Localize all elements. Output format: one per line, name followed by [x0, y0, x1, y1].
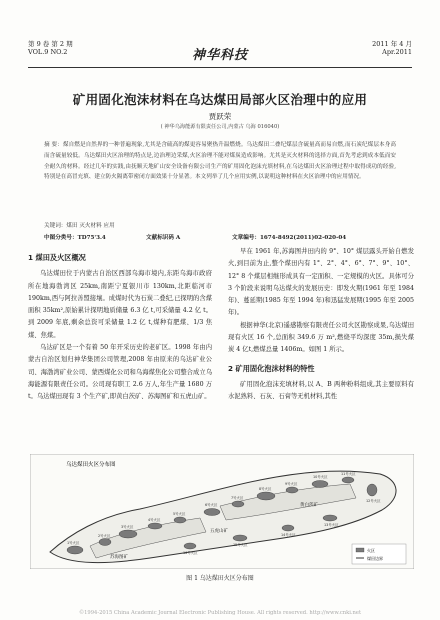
fire-zone-label: 11号火区	[341, 472, 356, 476]
fire-zone-label: 1号火区	[67, 541, 80, 545]
date-cn: 2011 年 4 月	[372, 40, 412, 48]
fire-zone	[204, 509, 220, 516]
header-rule	[28, 67, 412, 68]
fire-zone	[233, 535, 247, 541]
legend-label: 火区	[367, 548, 375, 553]
date-info	[372, 40, 412, 56]
author: 贾跃荣	[208, 112, 232, 121]
fire-zone	[174, 517, 186, 523]
mine-label: 五虎山矿	[210, 529, 228, 534]
fire-zone-label: 14号火区	[281, 533, 296, 537]
fire-zone-label: 8号火区	[259, 487, 272, 491]
mine-label: 苏海图矿	[110, 555, 128, 560]
right-column	[228, 246, 414, 404]
map-legend	[352, 544, 406, 564]
fire-zone	[184, 543, 196, 549]
volume-en: VOL.9 NO.2	[28, 48, 68, 56]
fire-zone	[67, 546, 83, 554]
fire-zone-label: 15号火区	[233, 543, 248, 547]
fire-zone	[342, 477, 354, 483]
clc-number: 中图分类号：TD75'3.4	[44, 235, 106, 241]
running-header	[28, 40, 412, 66]
journal-name: 神华科技	[191, 48, 248, 63]
volume-cn: 第 9 卷 第 2 期	[28, 40, 73, 48]
fire-zone-label: 10号火区	[313, 475, 328, 479]
fire-zone	[323, 515, 337, 521]
fire-zone	[232, 501, 244, 507]
abstract: 摘 要：煤自燃是自然界的一种普遍现象,尤其是含硫高的煤更容易聚热升温燃烧。乌达煤田二叠纪煤层含硫量高而易自燃,而石炭纪煤层本身高而含硫量较低。乌达煤田火区治理的特点是,边治理边采煤,火区治理不能对煤炭造成影响。尤其是灭火材料的选择方面,首先考虑到成本低而安全耐久的材料。经过几年的实践,由抚顺天地矿山安全设备有限公司生产的矿用固化泡沫充填材料,在乌达煤田火区治理过程中取得成功的经验,特别是在高冒充填、建立防火隔离带密闭方面效果十分显著。本文列举了几个应用实例,以说明这种材料在火区治理中的应用情况。	[44, 142, 396, 181]
fire-zone	[286, 487, 298, 493]
fire-zone-label: 13号火区	[324, 523, 339, 527]
fire-zone-label: 16号火区	[183, 551, 198, 555]
fire-zone	[367, 484, 377, 496]
fire-zone	[148, 523, 162, 529]
fire-zone	[312, 481, 328, 488]
affiliation: ( 神华乌海能源有限责任公司,内蒙古 乌海 016040)	[160, 124, 280, 130]
fire-zone-label: 6号火区	[205, 503, 218, 507]
fire-zone	[119, 530, 137, 538]
map-title: 乌达煤田火区分布图	[66, 462, 116, 468]
fire-zone-label: 9号火区	[285, 482, 298, 486]
date-en: Apr.2011	[382, 48, 412, 56]
article-number: 文章编号：1674-8492(2011)02-020-04	[232, 235, 347, 241]
keywords: 关键词：煤田 灭火材料 应用	[44, 223, 115, 229]
mine-label: 黄白茨矿	[300, 503, 318, 508]
figure-caption: 图 1 乌达煤田火区分布图	[186, 575, 254, 582]
section-2-heading: 2 矿用固化泡沫材料的特性	[228, 363, 315, 373]
fire-zone-label: 7号火区	[231, 496, 244, 500]
paragraph: 乌达煤田位于内蒙古自治区西部乌海市境内,东距乌海市政府所在地海勃湾区 25km,南距宁夏银川市 130km,北距临河市 190km,西与阿拉善盟接壤。成煤时代为石炭二叠纪,已探明的含煤面积 35km²,原始累计探明地质储量 6.3 亿 t,可采储量 4.2 亿 t。到 2009 年底,剩余总资可采储量 1.2 亿 t,煤种有肥煤、1/3 焦煤、焦煤。	[28, 270, 212, 339]
fire-zone	[99, 539, 111, 546]
legend-label: 煤田边界	[367, 556, 383, 561]
legend-swatch-fire	[356, 548, 364, 552]
fire-zone	[282, 525, 294, 531]
copyright-footer: ©1994-2015 China Academic Journal Electronic Publishing House. All rights reserved. http://www.cnki.net	[78, 610, 362, 616]
fire-zone-label: 2号火区	[98, 534, 111, 538]
paragraph: 矿用固化泡沫充填材料,以 A、B 两种粉料组成,其主要原料有水泥熟料、石灰、石膏等无机材料,其性	[228, 380, 414, 401]
fire-zone-label: 4号火区	[148, 518, 161, 522]
fire-zone-label: 3号火区	[121, 525, 134, 529]
paragraph: 乌达矿区是一个有着 50 年开采历史的老矿区。1998 年由内蒙古自治区划归神华集团公司管理,2008 年由原来的乌达矿业公司、海渤湾矿业公司、蒙西煤化公司和乌海煤焦化公司整合成立乌海能源有限责任公司。公司现有职工 2.6 万人,年生产量 1680 万 t。乌达煤田现有 3 个生产矿,即黄白茨矿、苏海图矿和五虎山矿。	[28, 344, 212, 401]
fire-zone-map	[30, 454, 414, 569]
document-code: 文献标识码 A	[146, 235, 181, 241]
fire-zone-label: 12号火区	[366, 499, 381, 503]
paragraph: 根据神华(北京)遥感勘察有限责任公司火区勘察成果,乌达煤田现有火区 16 个,总面积 349.6 万 m²,燃烧平均深度 35m,损失煤炭 4 亿t,燃煤总量 1406m。如图 1 所示。	[228, 321, 414, 354]
article-title: 矿用固化泡沫材料在乌达煤田局部火区治理中的应用	[72, 92, 368, 107]
left-column	[28, 246, 212, 404]
fire-zone	[257, 492, 275, 500]
paragraph: 早在 1961 年,苏海图井田内的 9°、10° 煤层露头开始自燃发火,到目前为止,整个煤田内有 1°、2°、4°、6°、7°、9°、10°、12° 8 个煤层相继形成具有一定面积、一定规模的火区。具体可分 3 个阶段来说明乌达煤火的发展历史：即发火期(1961 年至 1984 年)、蔓延期(1985 年至 1994 年)和迅猛发展期(1995 年至 2005 年)。	[228, 248, 414, 317]
legend-box	[352, 544, 406, 564]
section-1-heading: 1 煤田及火区概况	[28, 253, 86, 262]
fire-zone-label: 5号火区	[173, 512, 186, 516]
